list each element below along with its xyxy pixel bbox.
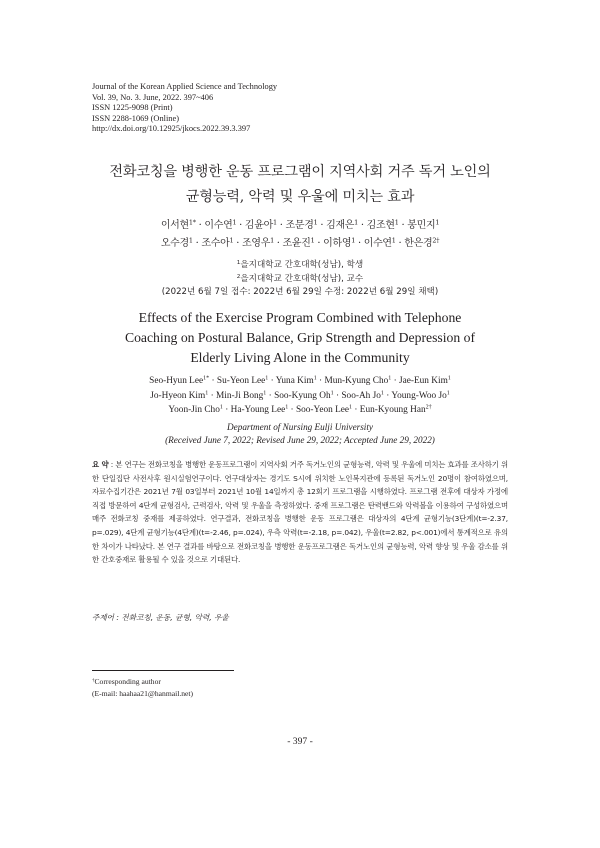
footnote	[92, 676, 392, 699]
author-separator: ·	[288, 405, 296, 416]
author-affiliation-marker: 1	[330, 390, 334, 397]
author-affiliation-marker: 1	[435, 218, 440, 227]
author-separator: ·	[398, 220, 408, 231]
author-separator: ·	[391, 376, 400, 386]
author-affiliation-marker: 1	[232, 218, 237, 227]
author-name: Seo-Hyun Lee	[149, 376, 204, 386]
korean-title	[60, 160, 540, 210]
korean-title-line-2: 균형능력, 악력 및 우울에 미치는 효과	[185, 189, 415, 205]
affiliation-marker: 1	[236, 259, 241, 266]
author-name: Su-Yeon Lee	[216, 376, 266, 386]
keywords-text: : 전화코칭, 운동, 균형, 악력, 우울	[114, 613, 229, 622]
author-affiliation-marker: 1	[354, 218, 359, 227]
author-separator: ·	[233, 238, 242, 249]
author-name: 조영우	[241, 238, 271, 249]
korean-affiliation-2	[60, 273, 540, 287]
author-affiliation-marker: 1	[285, 404, 289, 411]
english-authors-line-1	[60, 374, 540, 389]
footnote-divider	[92, 670, 234, 671]
author-affiliation-marker: 1	[351, 236, 356, 245]
author-name: Eun-Kyoung Han	[359, 405, 426, 416]
author-affiliation-marker: 1	[313, 218, 318, 227]
author-affiliation-marker: 2†	[432, 236, 440, 245]
author-affiliation-marker: 1	[388, 375, 392, 382]
author-affiliation-marker: 1	[270, 236, 274, 245]
keywords	[92, 612, 508, 624]
author-affiliation-marker: 1	[394, 218, 399, 227]
english-title	[60, 308, 540, 368]
abstract	[92, 458, 508, 567]
author-name: 오수경	[160, 238, 189, 249]
korean-authors-line-2	[60, 235, 540, 253]
korean-authors	[60, 217, 540, 253]
english-title-line-2: Coaching on Postural Balance, Grip Strength and Depression of	[124, 330, 476, 345]
author-affiliation-marker: 2†	[425, 404, 432, 411]
author-name: Mun-Kyung Cho	[324, 376, 389, 386]
author-separator: ·	[236, 220, 245, 231]
author-separator: ·	[209, 376, 217, 386]
dagger-marker: †	[92, 678, 95, 684]
author-name: 김조현	[366, 220, 395, 231]
author-separator: ·	[333, 390, 342, 401]
english-title-line-1: Effects of the Exercise Program Combined with Telephone	[138, 310, 462, 325]
english-authors	[60, 374, 540, 418]
affiliation-text: 을지대학교 간호대학(성남), 학생	[240, 260, 364, 270]
english-authors-line-2	[60, 389, 540, 404]
author-affiliation-marker: 1	[313, 375, 317, 382]
journal-volume: Vol. 39, No. 3. June, 2022. 397~406	[92, 92, 214, 102]
author-separator: ·	[266, 390, 275, 401]
keywords-label: 주제어	[92, 613, 115, 622]
author-affiliation-marker: 1	[446, 390, 450, 397]
affiliation-marker: 2	[236, 273, 241, 280]
author-separator: ·	[195, 220, 205, 231]
english-title-line-3: Elderly Living Alone in the Community	[190, 350, 410, 365]
author-separator: ·	[192, 238, 202, 249]
author-name: Soo-Ah Jo	[341, 390, 381, 401]
author-separator: ·	[268, 376, 276, 386]
author-affiliation-marker: 1	[229, 236, 234, 245]
author-name: 봉민지	[407, 220, 436, 231]
author-affiliation-marker: 1	[310, 236, 315, 245]
author-separator: ·	[358, 220, 367, 231]
author-name: 김재은	[326, 220, 355, 231]
author-name: Jo-Hyeon Kim	[150, 390, 206, 401]
journal-name: Journal of the Korean Applied Science and Technology	[92, 82, 278, 91]
journal-issn-print: ISSN 1225-9098 (Print)	[92, 103, 173, 113]
author-affiliation-marker: 1*	[203, 375, 210, 382]
author-affiliation-marker: 1	[265, 375, 269, 382]
author-affiliation-marker: 1	[205, 390, 209, 397]
english-department: Department of Nursing Eulji University	[227, 422, 373, 432]
author-affiliation-marker: 1	[391, 236, 396, 245]
corresponding-email: (E-mail: haahaa21@hanmail.net)	[92, 688, 194, 698]
korean-affiliations	[60, 259, 540, 300]
author-separator: ·	[208, 390, 217, 401]
author-name: 조윤진	[282, 238, 311, 249]
author-name: 조문경	[285, 220, 314, 231]
corresponding-author-note	[92, 676, 392, 688]
author-separator: ·	[316, 376, 325, 386]
author-separator: ·	[395, 238, 405, 249]
page-number: - 397 -	[287, 736, 313, 747]
author-name: 한은경	[404, 238, 433, 249]
journal-doi-link[interactable]: http://dx.doi.org/10.12925/jkocs.2022.39.3.397	[92, 124, 251, 134]
abstract-label: 요 약	[92, 460, 109, 469]
corresponding-author-label: Corresponding author	[94, 677, 161, 686]
author-name: 이수연	[204, 220, 233, 231]
author-name: 이하영	[323, 238, 352, 249]
author-separator: ·	[355, 238, 364, 249]
english-dates: (Received June 7, 2022; Revised June 29, 2022; Accepted June 29, 2022)	[165, 435, 435, 446]
journal-issn-online: ISSN 2288-1069 (Online)	[92, 113, 180, 123]
author-name: Young-Woo Jo	[391, 390, 447, 401]
author-name: Yuna Kim	[275, 376, 314, 386]
author-name: 이서현	[160, 220, 189, 231]
author-name: 조수아	[201, 238, 230, 249]
author-name: Soo-Yeon Lee	[295, 405, 349, 416]
korean-authors-line-1	[60, 217, 540, 235]
author-name: 김윤아	[244, 220, 274, 231]
author-name: Min-Ji Bong	[216, 390, 264, 401]
author-separator: ·	[352, 405, 360, 416]
author-name: Yoon-Jin Cho	[168, 405, 220, 416]
author-affiliation-marker: 1	[273, 218, 277, 227]
author-separator: ·	[314, 238, 324, 249]
affiliation-text: 을지대학교 간호대학(성남), 교수	[240, 273, 364, 284]
author-affiliation-marker: 1	[188, 236, 193, 245]
author-separator: ·	[273, 238, 283, 249]
korean-affiliation-1	[60, 259, 540, 273]
author-affiliation-marker: 1*	[188, 218, 196, 227]
english-affiliations	[60, 421, 540, 447]
author-name: 이수연	[363, 238, 392, 249]
journal-info	[92, 82, 392, 135]
korean-dates: (2022년 6월 7일 접수: 2022년 6월 29일 수정: 2022년 6월 29일 채택)	[161, 287, 439, 297]
author-name: Ha-Young Lee	[230, 405, 286, 416]
author-affiliation-marker: 1	[219, 404, 223, 411]
korean-title-line-1: 전화코칭을 병행한 운동 프로그램이 지역사회 거주 독거 노인의	[109, 164, 491, 180]
author-separator: ·	[383, 390, 392, 401]
author-affiliation-marker: 1	[380, 390, 384, 397]
author-separator: ·	[317, 220, 327, 231]
author-affiliation-marker: 1	[447, 375, 451, 382]
author-separator: ·	[222, 405, 231, 416]
author-affiliation-marker: 1	[263, 390, 267, 397]
author-affiliation-marker: 1	[349, 404, 353, 411]
author-separator: ·	[276, 220, 286, 231]
author-name: Jae-Eun Kim	[399, 376, 448, 386]
english-authors-line-3	[60, 403, 540, 418]
abstract-text: : 본 연구는 전화코칭을 병행한 운동프로그램이 지역사회 거주 독거노인의 균형능력, 악력 및 우울에 미치는 효과를 조사하기 위한 단일집단 사전사후 원시실험연구이다. 연구대상자는 경기도 S시에 위치한 노인복지관에 등록된 독거노인 20명이 참여하였으며, 자료수집기간은 2021년 7월 03일부터 2021년 10월 14일까지 총 12회기 프로그램을 시행하였다. 프로그램 전후에 대상자 가정에 직접 방문하여 4단계 균형검사, 근력검사, 악력 및 우울을 측정하였다. 중재 프로그램은 탄력밴드와 악력볼을 이용하여 구성하였으며 매주 전화코칭 중재를 제공하였다. 연구결과, 전화코칭을 병행한 운동 프로그램은 대상자의 4단계 균형기능(3단계)(t=-2.37, p=.029), 4단계 균형기능(4단계)(t=-2.46, p=.024), 우측 악력(t=-2.18, p=.042), 우울(t=2.82, p<.001)에서 통계적으로 유의한 차이가 나타났다. 본 연구 결과를 바탕으로 전화코칭을 병행한 운동프로그램은 독거노인의 균형능력, 악력 향상 및 우울 감소를 위한 간호중재로 활용될 수 있을 것으로 기대된다.	[92, 460, 509, 565]
author-name: Soo-Kyung Oh	[274, 390, 331, 401]
